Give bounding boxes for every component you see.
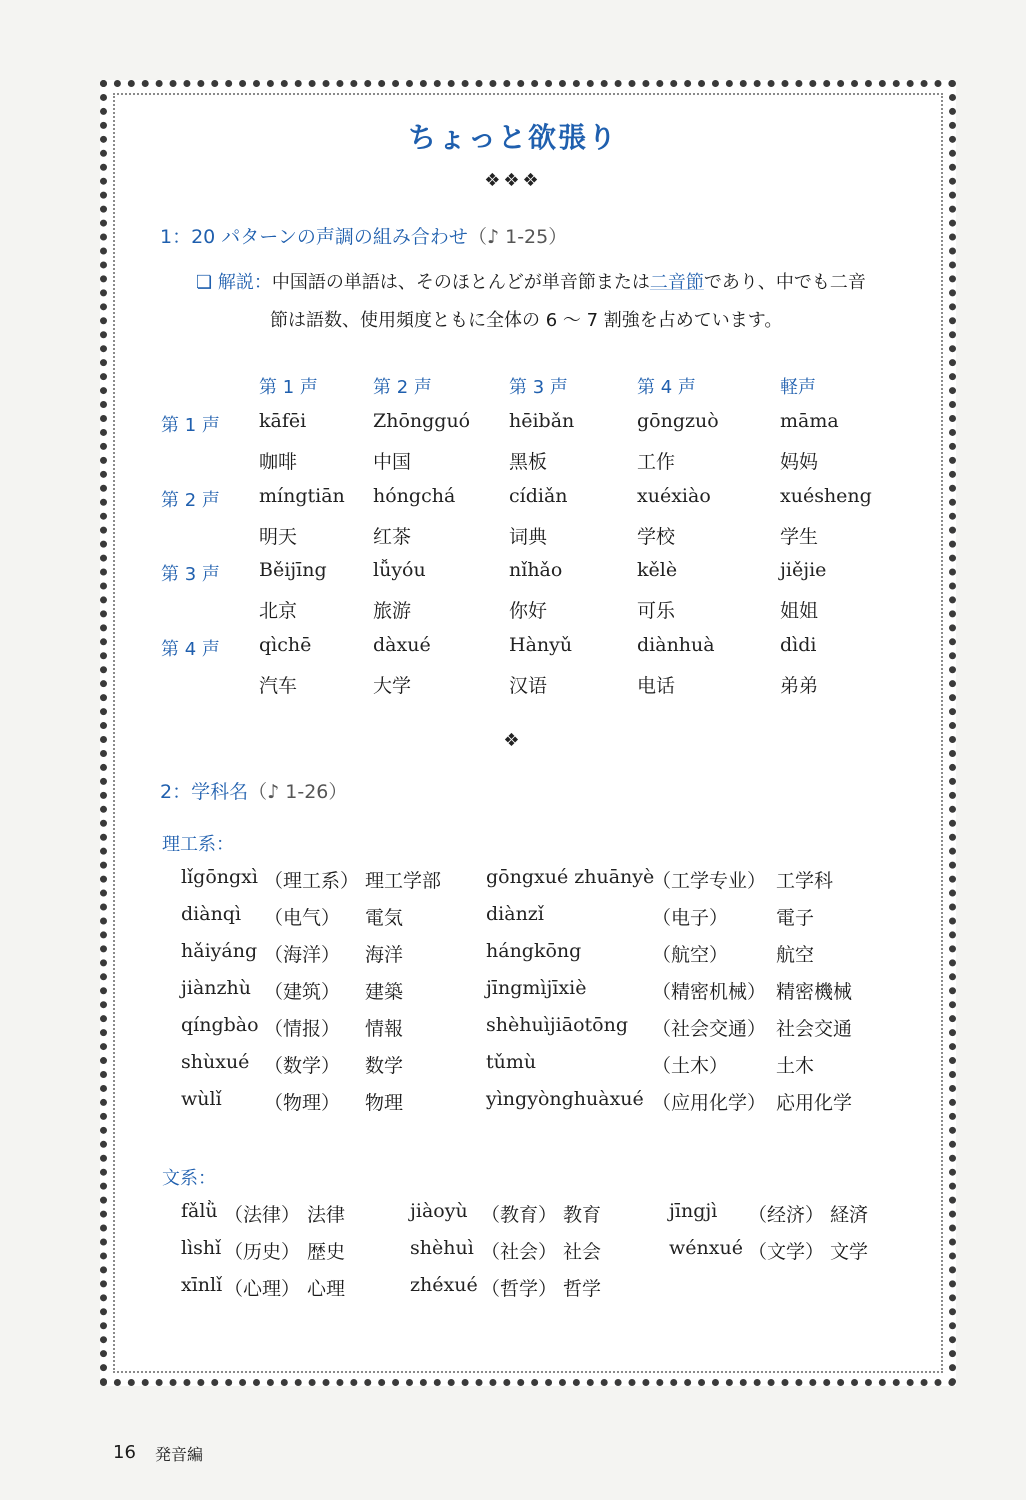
science-label: 理工系： — [162, 834, 234, 855]
science-pinyin: gōngxué zhuānyè — [486, 866, 655, 888]
hanzi-cell: 你好 — [509, 600, 548, 622]
pinyin-cell: nǐhǎo — [509, 559, 563, 581]
science-pinyin: lǐgōngxì — [181, 866, 258, 888]
humanities-chinese: （教育） — [481, 1204, 558, 1226]
science-chinese: （海洋） — [264, 944, 341, 966]
pinyin-cell: xuéxiào — [637, 484, 711, 507]
ornament-top: ❖❖❖ — [484, 170, 542, 191]
col-header-4: 第 4 声 — [637, 377, 696, 398]
humanities-japanese: 教育 — [563, 1204, 602, 1226]
humanities-chinese: （社会） — [481, 1241, 558, 1263]
humanities-chinese: （心理） — [224, 1278, 301, 1300]
explanation-text-a: 中国語の単語は、そのほとんどが単音節または — [271, 272, 650, 293]
humanities-pinyin: fǎlǜ — [181, 1200, 218, 1222]
pinyin-cell: dìdi — [780, 633, 817, 656]
science-pinyin: diànzǐ — [486, 903, 544, 925]
humanities-pinyin: shèhuì — [410, 1237, 474, 1259]
science-pinyin: tǔmù — [486, 1051, 537, 1073]
science-japanese: 海洋 — [365, 944, 404, 966]
science-pinyin: yìngyònghuàxué — [486, 1088, 644, 1110]
humanities-pinyin: lìshǐ — [181, 1237, 222, 1259]
science-chinese: （工学专业） — [652, 870, 767, 892]
hanzi-cell: 旅游 — [373, 600, 412, 622]
science-pinyin: qíngbào — [181, 1014, 259, 1036]
hanzi-cell: 学生 — [780, 525, 819, 548]
humanities-japanese: 歴史 — [307, 1241, 346, 1263]
science-japanese: 数学 — [365, 1055, 404, 1077]
pinyin-cell: diànhuà — [637, 633, 715, 656]
science-chinese: （物理） — [264, 1092, 341, 1114]
pinyin-cell: Zhōngguó — [373, 410, 471, 432]
humanities-pinyin: wénxué — [669, 1237, 743, 1259]
science-chinese: （建筑） — [264, 981, 341, 1003]
section1-heading — [160, 222, 567, 249]
row-header-3: 第 3 声 — [161, 564, 220, 585]
explanation-line-2: 節は語数、使用頻度ともに全体の 6 ～ 7 割強を占めています。 — [270, 310, 783, 331]
humanities-japanese: 法律 — [307, 1204, 346, 1226]
section1-heading-text: 1：20 パターンの声調の組み合わせ — [160, 226, 468, 248]
science-japanese: 理工学部 — [365, 870, 442, 892]
pinyin-cell: hóngchá — [373, 484, 456, 507]
hanzi-cell: 词典 — [509, 525, 548, 548]
pinyin-cell: míngtiān — [259, 484, 345, 507]
science-chinese: （应用化学） — [652, 1092, 767, 1114]
pinyin-cell: kělè — [637, 559, 678, 581]
science-chinese: （数学） — [264, 1055, 341, 1077]
hanzi-cell: 中国 — [373, 451, 412, 473]
science-japanese: 情報 — [365, 1018, 404, 1040]
explanation-line-1 — [196, 268, 866, 294]
hanzi-cell: 红茶 — [373, 525, 412, 548]
ornament-mid: ❖ — [503, 730, 523, 751]
humanities-chinese: （法律） — [224, 1204, 301, 1226]
pinyin-cell: gōngzuò — [637, 410, 719, 432]
pinyin-cell: Hànyǔ — [509, 633, 573, 656]
science-pinyin: shùxué — [181, 1051, 250, 1073]
hanzi-cell: 电话 — [637, 674, 676, 697]
pinyin-cell: qìchē — [259, 633, 312, 656]
science-japanese: 精密機械 — [776, 981, 853, 1003]
humanities-japanese: 経済 — [830, 1204, 869, 1226]
science-japanese: 工学科 — [776, 870, 834, 892]
pinyin-cell: Běijīng — [259, 559, 327, 581]
pinyin-cell: cídiǎn — [509, 484, 568, 507]
hanzi-cell: 咖啡 — [259, 451, 298, 473]
section2-heading — [160, 777, 347, 804]
hanzi-cell: 汽车 — [259, 674, 298, 697]
explanation-text-b: であり、中でも二音 — [703, 272, 866, 293]
explanation-label: ❏ 解説： — [196, 272, 272, 293]
humanities-japanese: 文学 — [830, 1241, 869, 1263]
col-header-5: 軽声 — [780, 377, 816, 398]
hanzi-cell: 妈妈 — [780, 451, 819, 473]
hanzi-cell: 学校 — [637, 525, 676, 548]
humanities-label: 文系： — [162, 1168, 216, 1189]
science-japanese: 社会交通 — [776, 1018, 853, 1040]
pinyin-cell: dàxué — [373, 633, 431, 656]
humanities-japanese: 心理 — [307, 1278, 346, 1300]
section2-audio-ref: （♪ 1-26） — [248, 781, 348, 803]
science-pinyin: wùlǐ — [181, 1088, 222, 1110]
science-chinese: （社会交通） — [652, 1018, 767, 1040]
science-japanese: 土木 — [776, 1055, 815, 1077]
row-header-4: 第 4 声 — [161, 638, 220, 660]
humanities-pinyin: jiàoyù — [410, 1200, 468, 1222]
row-header-1: 第 1 声 — [161, 415, 220, 436]
science-pinyin: jiànzhù — [181, 977, 252, 999]
science-japanese: 建築 — [365, 981, 404, 1003]
science-japanese: 応用化学 — [776, 1092, 853, 1114]
science-pinyin: diànqì — [181, 903, 242, 925]
science-pinyin: hángkōng — [486, 940, 582, 962]
row-header-2: 第 2 声 — [161, 489, 220, 511]
science-japanese: 電子 — [776, 907, 815, 929]
col-header-3: 第 3 声 — [509, 377, 568, 398]
hanzi-cell: 明天 — [259, 525, 298, 548]
science-japanese: 航空 — [776, 944, 815, 966]
page-title: ちょっと欲張り — [407, 121, 618, 154]
humanities-japanese: 社会 — [563, 1241, 602, 1263]
science-chinese: （电气） — [264, 907, 341, 929]
pinyin-cell: kāfēi — [259, 410, 307, 432]
humanities-japanese: 哲学 — [563, 1278, 602, 1300]
section2-heading-text: 2：学科名 — [160, 781, 249, 803]
science-pinyin: hǎiyáng — [181, 940, 258, 962]
science-chinese: （航空） — [652, 944, 729, 966]
humanities-chinese: （哲学） — [481, 1278, 558, 1300]
science-chinese: （理工系） — [264, 870, 360, 892]
hanzi-cell: 汉语 — [509, 674, 548, 697]
science-chinese: （精密机械） — [652, 981, 767, 1003]
hanzi-cell: 黑板 — [509, 451, 548, 473]
hanzi-cell: 弟弟 — [780, 674, 819, 697]
science-japanese: 物理 — [365, 1092, 404, 1114]
hanzi-cell: 大学 — [373, 674, 412, 697]
science-chinese: （土木） — [652, 1055, 729, 1077]
section1-audio-ref: （♪ 1-25） — [467, 226, 568, 248]
humanities-pinyin: zhéxué — [410, 1274, 478, 1296]
science-japanese: 電気 — [365, 907, 404, 929]
humanities-pinyin: xīnlǐ — [181, 1274, 223, 1296]
humanities-chinese: （经济） — [748, 1204, 825, 1226]
page-number: 16 — [113, 1442, 136, 1463]
hanzi-cell: 可乐 — [637, 600, 676, 622]
pinyin-cell: lǚyóu — [373, 559, 426, 581]
science-chinese: （情报） — [264, 1018, 341, 1040]
pinyin-cell: māma — [780, 410, 839, 432]
hanzi-cell: 北京 — [259, 600, 298, 622]
humanities-chinese: （文学） — [748, 1241, 825, 1263]
hanzi-cell: 姐姐 — [780, 600, 819, 622]
science-pinyin: jīngmìjīxiè — [486, 977, 587, 999]
humanities-pinyin: jīngjì — [669, 1200, 718, 1222]
science-pinyin: shèhuìjiāotōng — [486, 1014, 628, 1036]
pinyin-cell: hēibǎn — [509, 410, 575, 432]
pinyin-cell: jiějie — [780, 559, 827, 581]
col-header-2: 第 2 声 — [373, 377, 432, 398]
col-header-1: 第 1 声 — [259, 377, 318, 398]
humanities-chinese: （历史） — [224, 1241, 301, 1263]
hanzi-cell: 工作 — [637, 451, 676, 473]
science-chinese: （电子） — [652, 907, 729, 929]
explanation-highlight: 二音節 — [649, 272, 704, 293]
footer-label: 発音編 — [155, 1445, 204, 1464]
pinyin-cell: xuésheng — [780, 484, 872, 507]
